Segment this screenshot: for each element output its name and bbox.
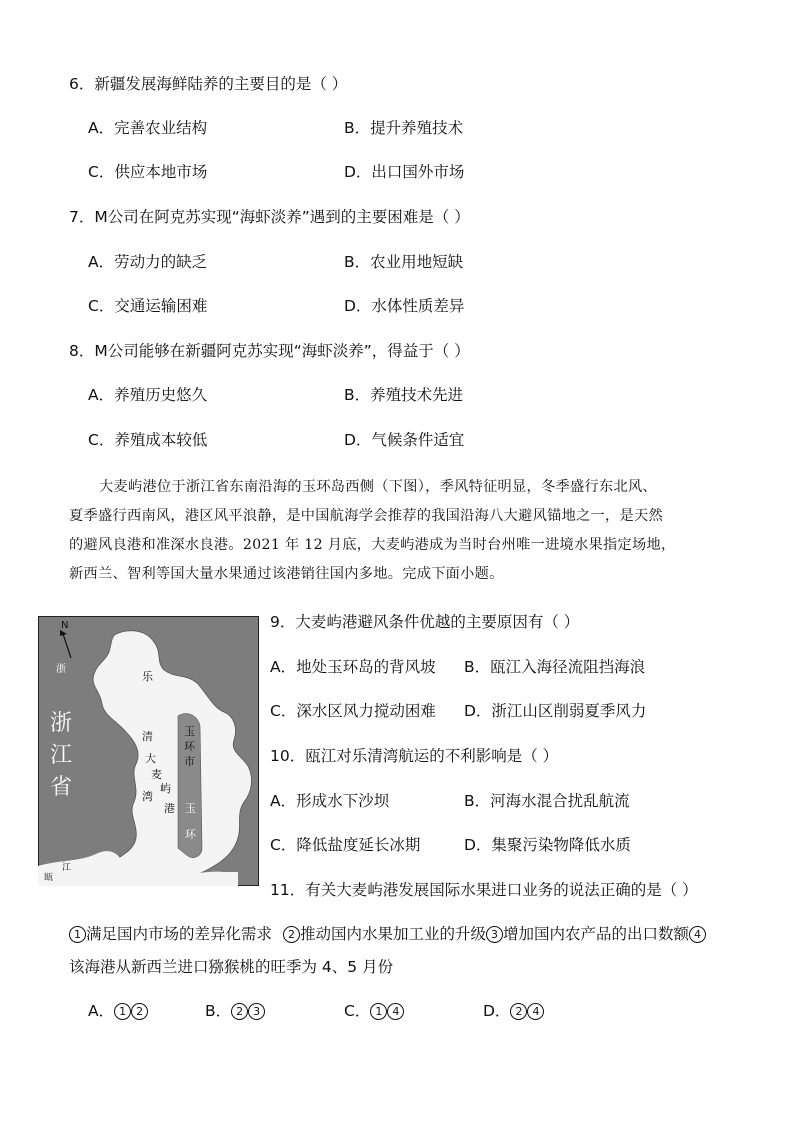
q11-option-d[interactable] (483, 1001, 544, 1021)
q11-statements-line1 (69, 924, 706, 944)
circled-number-2: 2 (510, 1003, 527, 1020)
damaiyu-port-map (38, 616, 259, 886)
map-label-wan: 湾 (142, 790, 153, 803)
q11-option-c-label: C． (344, 1002, 371, 1020)
q6-option-b[interactable]: B．提升养殖技术 (344, 119, 464, 137)
q11-stem: 11．有关大麦屿港发展国际水果进口业务的说法正确的是（ ） (270, 881, 698, 899)
map-label-ou: 瓯 (44, 873, 54, 883)
map-label-le: 乐 (142, 670, 153, 683)
q11-statement-1: 满足国内市场的差异化需求 (86, 925, 273, 943)
q11-statement-3: 增加国内农产品的出口数额 (502, 925, 689, 943)
q9-stem: 9．大麦屿港避风条件优越的主要原因有（ ） (270, 613, 580, 631)
map-label-yu: 屿 (160, 782, 171, 795)
q11-option-a-label: A． (88, 1002, 115, 1020)
q9-option-b[interactable]: B．瓯江入海径流阻挡海浪 (464, 658, 646, 676)
map-label-zhejiang-province: 浙 江 省 (50, 711, 73, 800)
q7-stem: 7．M公司在阿克苏实现“海虾淡养”遇到的主要困难是（ ） (69, 208, 470, 226)
q11-option-b-label: B． (205, 1002, 232, 1020)
q9-option-c[interactable]: C．深水区风力搅动困难 (270, 702, 436, 720)
q6-option-d[interactable]: D．出口国外市场 (344, 163, 465, 181)
q6-option-a[interactable]: A．完善农业结构 (88, 119, 208, 137)
q9-option-d[interactable]: D．浙江山区削弱夏季风力 (464, 702, 647, 720)
circled-number-1: 1 (114, 1003, 131, 1020)
q10-stem: 10．瓯江对乐清湾航运的不利影响是（ ） (270, 747, 559, 765)
map-label-gang: 港 (164, 802, 175, 815)
circled-number-4: 4 (527, 1003, 544, 1020)
circled-number-4: 4 (689, 926, 706, 943)
q7-option-b[interactable]: B．农业用地短缺 (344, 253, 464, 271)
q10-option-b[interactable]: B．河海水混合扰乱航流 (464, 792, 630, 810)
circled-number-3: 3 (248, 1003, 265, 1020)
q11-statement-4: 该海港从新西兰进口猕猴桃的旺季为 4、5 月份 (69, 958, 394, 976)
circled-number-1: 1 (370, 1003, 387, 1020)
circled-number-2: 2 (231, 1003, 248, 1020)
circled-number-2: 2 (283, 926, 300, 943)
north-arrow-label: N (61, 620, 69, 631)
q7-option-c[interactable]: C．交通运输困难 (88, 297, 208, 315)
q9-option-a[interactable]: A．地处玉环岛的背风坡 (270, 658, 436, 676)
circled-number-2: 2 (131, 1003, 148, 1020)
passage-line-1: 大麦屿港位于浙江省东南沿海的玉环岛西侧（下图），季风特征明显，冬季盛行东北风、 (99, 479, 657, 495)
circled-number-3: 3 (486, 926, 503, 943)
map-label-da: 大 (145, 752, 156, 765)
circled-number-4: 4 (387, 1003, 404, 1020)
q11-statement-2: 推动国内水果加工业的升级 (299, 925, 486, 943)
map-label-mai: 麦 (151, 768, 162, 781)
map-label-jiang: 江 (62, 863, 72, 873)
passage-line-4: 新西兰、智利等国大量水果通过该港销往国内多地。完成下面小题。 (69, 566, 504, 582)
q8-option-b[interactable]: B．养殖技术先进 (344, 386, 464, 404)
circled-number-1: 1 (69, 926, 86, 943)
map-label-qing: 清 (142, 730, 153, 743)
q11-option-c[interactable] (344, 1001, 404, 1021)
passage-line-3: 的避风良港和准深水良港。2021 年 12 月底，大麦屿港成为当时台州唯一进境水果指定场地， (69, 537, 676, 553)
q8-option-d[interactable]: D．气候条件适宜 (344, 431, 465, 449)
q7-option-a[interactable]: A．劳动力的缺乏 (88, 253, 208, 271)
map-label-yuhuan-island: 玉 环 (185, 802, 196, 841)
q8-option-a[interactable]: A．养殖历史悠久 (88, 386, 208, 404)
q7-option-d[interactable]: D．水体性质差异 (344, 297, 465, 315)
q10-option-d[interactable]: D．集聚污染物降低水质 (464, 836, 631, 854)
passage-line-2: 夏季盛行西南风，港区风平浪静，是中国航海学会推荐的我国沿海八大避风锚地之一，是天然 (69, 508, 663, 524)
q6-option-c[interactable]: C．供应本地市场 (88, 163, 208, 181)
map-label-zhe: 浙 (56, 664, 66, 675)
q11-option-b[interactable] (205, 1001, 265, 1021)
reading-passage (69, 473, 729, 589)
q8-stem: 8．M公司能够在新疆阿克苏实现“海虾淡养”，得益于（ ） (69, 342, 470, 360)
q11-option-d-label: D． (483, 1002, 511, 1020)
q6-stem: 6．新疆发展海鲜陆养的主要目的是（ ） (69, 75, 348, 93)
q10-option-a[interactable]: A．形成水下沙坝 (270, 792, 390, 810)
map-label-yuhuan-city: 玉 环 市 (184, 725, 195, 768)
q11-option-a[interactable] (88, 1001, 148, 1021)
q10-option-c[interactable]: C．降低盐度延长冰期 (270, 836, 421, 854)
q8-option-c[interactable]: C．养殖成本较低 (88, 431, 208, 449)
